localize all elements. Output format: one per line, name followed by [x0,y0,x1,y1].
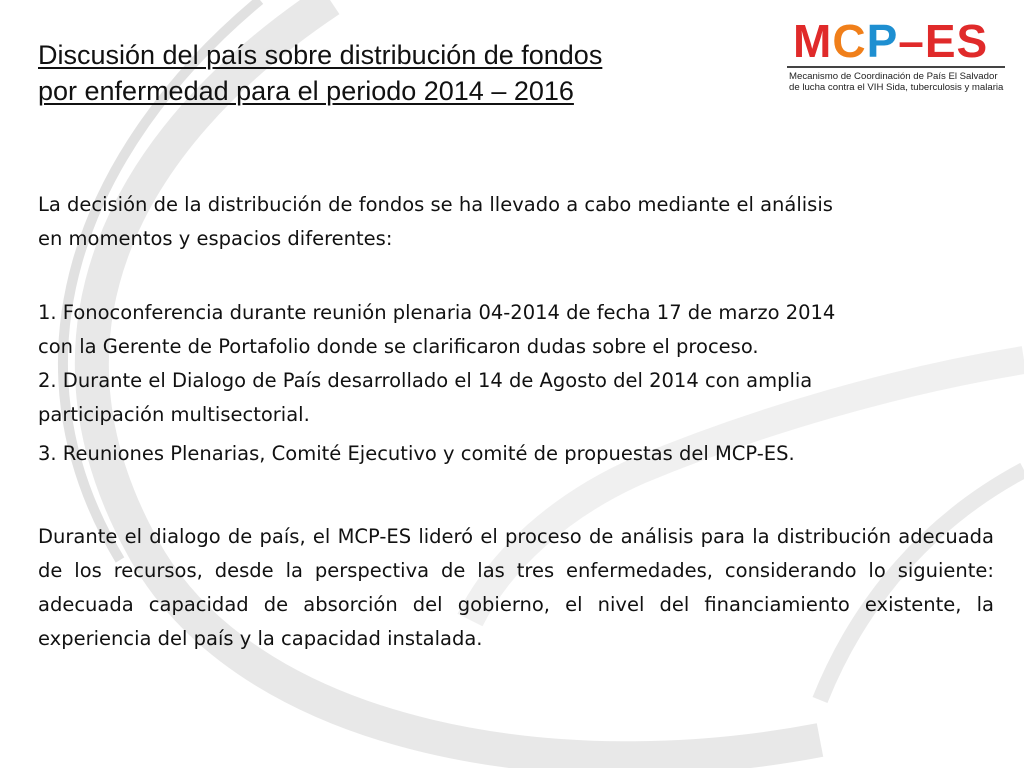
logo-wordmark [793,15,1010,67]
list-item-1-line-2: con la Gerente de Portafolio donde se clarificaron dudas sobre el proceso. [38,335,759,358]
logo-letters-es: ES [924,15,989,67]
slide-title-line-1: Discusión del país sobre distribución de fondos [38,40,603,70]
list-item-2-line-2: participación multisectorial. [38,403,310,426]
logo-dash: – [898,15,925,67]
intro-line-1: La decisión de la distribución de fondos se ha llevado a cabo mediante el análisis [38,193,833,216]
logo-subtitle-line-2: de lucha contra el VIH Sida, tuberculosis y malaria [789,82,1004,93]
list-item-2-line-1: 2. Durante el Dialogo de País desarrollado el 14 de Agosto del 2014 con amplia [38,369,813,392]
list-item-3: 3. Reuniones Plenarias, Comité Ejecutivo y comité de propuestas del MCP-ES. [38,442,795,465]
logo-subtitle [789,71,1010,93]
slide-title-line-2: por enfermedad para el periodo 2014 – 2016 [38,76,574,106]
slide-title [38,37,778,109]
intro-paragraph [38,188,994,256]
logo-letter-c: C [832,15,867,67]
numbered-list [38,296,994,432]
list-item-1-line-1: 1. Fonoconferencia durante reunión plenaria 04-2014 de fecha 17 de marzo 2014 [38,301,836,324]
closing-paragraph: Durante el dialogo de país, el MCP-ES lideró el proceso de análisis para la distribución adecuada de los recursos, desde la perspectiva de las tres enfermedades, considerando lo siguiente: adecuada capacidad de absorción del gobierno, el nivel del financiamiento existente, la experiencia del país y la capacidad instalada. [38,525,994,650]
logo-letter-p: P [866,15,899,67]
mcp-es-logo [785,15,1010,96]
intro-line-2: en momentos y espacios diferentes: [38,227,393,250]
logo-letter-m: M [793,15,833,67]
logo-subtitle-line-1: Mecanismo de Coordinación de País El Salvador [789,71,998,82]
